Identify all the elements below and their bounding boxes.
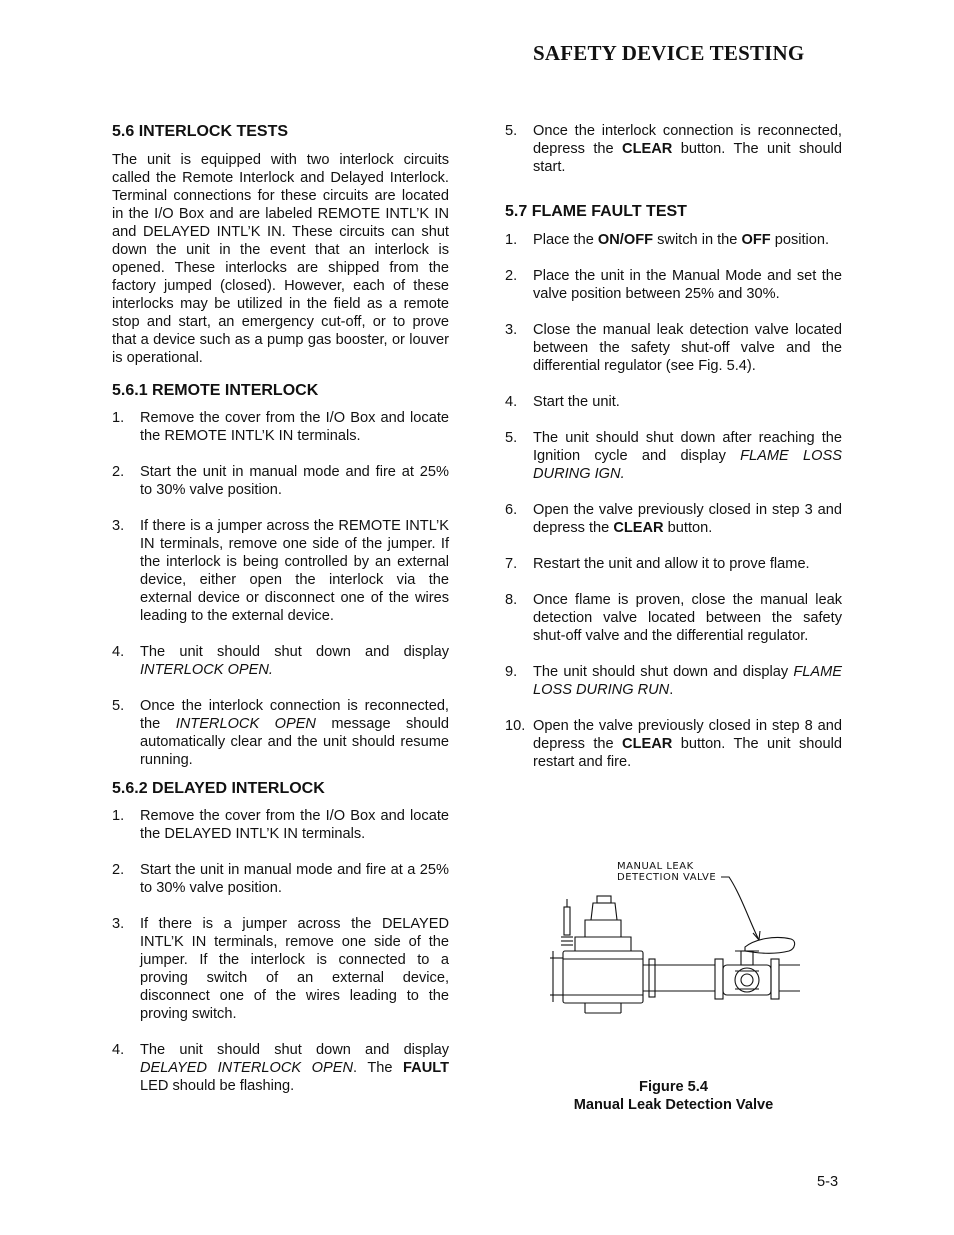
figure-caption-title: Manual Leak Detection Valve [573,1097,774,1113]
interlock-intro: The unit is equipped with two interlock circuits called the Remote Interlock and Delayed Interlock. Terminal connections for these circuits are located in the I/O Box and are labeled REMOTE INTL’K IN and DELAYED INTL’K IN. These circuits can shut down the unit in the event that an interlock is opened. These interlocks are shipped from the factory jumped (closed). However, each of these interlocks may be utilized in the field as a remote stop and start, an emergency cut-off, or to prove that a device such as a pump gas booster, or louver is operational. [112,152,449,366]
list-item: 1. Remove the cover from the I/O Box and locate the REMOTE INTL’K IN terminals. [112,410,449,444]
page-number: 5-3 [817,1174,839,1190]
list-item: 8. Once flame is proven, close the manual leak detection valve located between the safety shut-off valve and the differential regulator. [505,592,842,644]
list-item: 3. If there is a jumper across the DELAYED INTL’K IN terminals, remove one side of the jumper. If the interlock is connected to a proving switch of an external device, disconnect one of the wires leading to the proving switch. [112,916,449,1022]
remote-interlock-steps [112,409,449,769]
left-column [112,122,449,1113]
list-item: 3. If there is a jumper across the REMOTE INTL’K IN terminals, remove one side of the jumper. If the interlock is being controlled by an external device, either open the interlock via the external device or disconnect one of the wires leading to the external device. [112,518,449,624]
figure-caption [505,1078,842,1114]
list-item: 5. The unit should shut down after reaching the Ignition cycle and display FLAME LOSS DURING IGN. [505,430,842,482]
page-header: SAFETY DEVICE TESTING [533,41,805,65]
list-item: 10. Open the valve previously closed in step 8 and depress the CLEAR button. The unit should restart and fire. [505,718,842,770]
flame-fault-steps [505,231,842,771]
list-item: 2. Start the unit in manual mode and fire at 25% to 30% valve position. [112,464,449,498]
list-item: 4. The unit should shut down and display INTERLOCK OPEN. [112,644,449,678]
list-item: 2. Start the unit in manual mode and fire at a 25% to 30% valve position. [112,862,449,896]
list-item: 5. Once the interlock connection is reconnected, depress the CLEAR button. The unit should start. [505,123,842,175]
section-heading-delayed-interlock: 5.6.2 DELAYED INTERLOCK [112,780,325,797]
list-item: 4. Start the unit. [505,394,620,410]
list-item: 5. Once the interlock connection is reconnected, the INTERLOCK OPEN message should automatically clear and the unit should resume running. [112,698,449,768]
manual-leak-detection-valve-diagram [545,855,805,1015]
section-heading-remote-interlock: 5.6.1 REMOTE INTERLOCK [112,382,319,399]
figure-label-line2: DETECTION VALVE [617,872,717,883]
list-item: 7. Restart the unit and allow it to prove flame. [505,556,810,572]
delayed-interlock-steps [112,807,449,1095]
list-item: 3. Close the manual leak detection valve located between the safety shut-off valve and the differential regulator (see Fig. 5.4). [505,322,842,374]
list-item: 6. Open the valve previously closed in step 3 and depress the CLEAR button. [505,502,842,536]
figure-caption-number: Figure 5.4 [639,1079,708,1095]
right-column [505,122,842,789]
section-heading-interlock-tests: 5.6 INTERLOCK TESTS [112,123,289,140]
list-item: 1. Remove the cover from the I/O Box and locate the DELAYED INTL’K IN terminals. [112,808,449,842]
list-item: 2. Place the unit in the Manual Mode and set the valve position between 25% and 30%. [505,268,842,302]
list-item: 4. The unit should shut down and display DELAYED INTERLOCK OPEN. The FAULT LED should be flashing. [112,1042,449,1094]
figure-label-line1: MANUAL LEAK [617,861,694,872]
list-item: 1. Place the ON/OFF switch in the OFF position. [505,232,830,248]
section-heading-flame-fault-test: 5.7 FLAME FAULT TEST [505,203,687,220]
list-item: 9. The unit should shut down and display FLAME LOSS DURING RUN. [505,664,842,698]
